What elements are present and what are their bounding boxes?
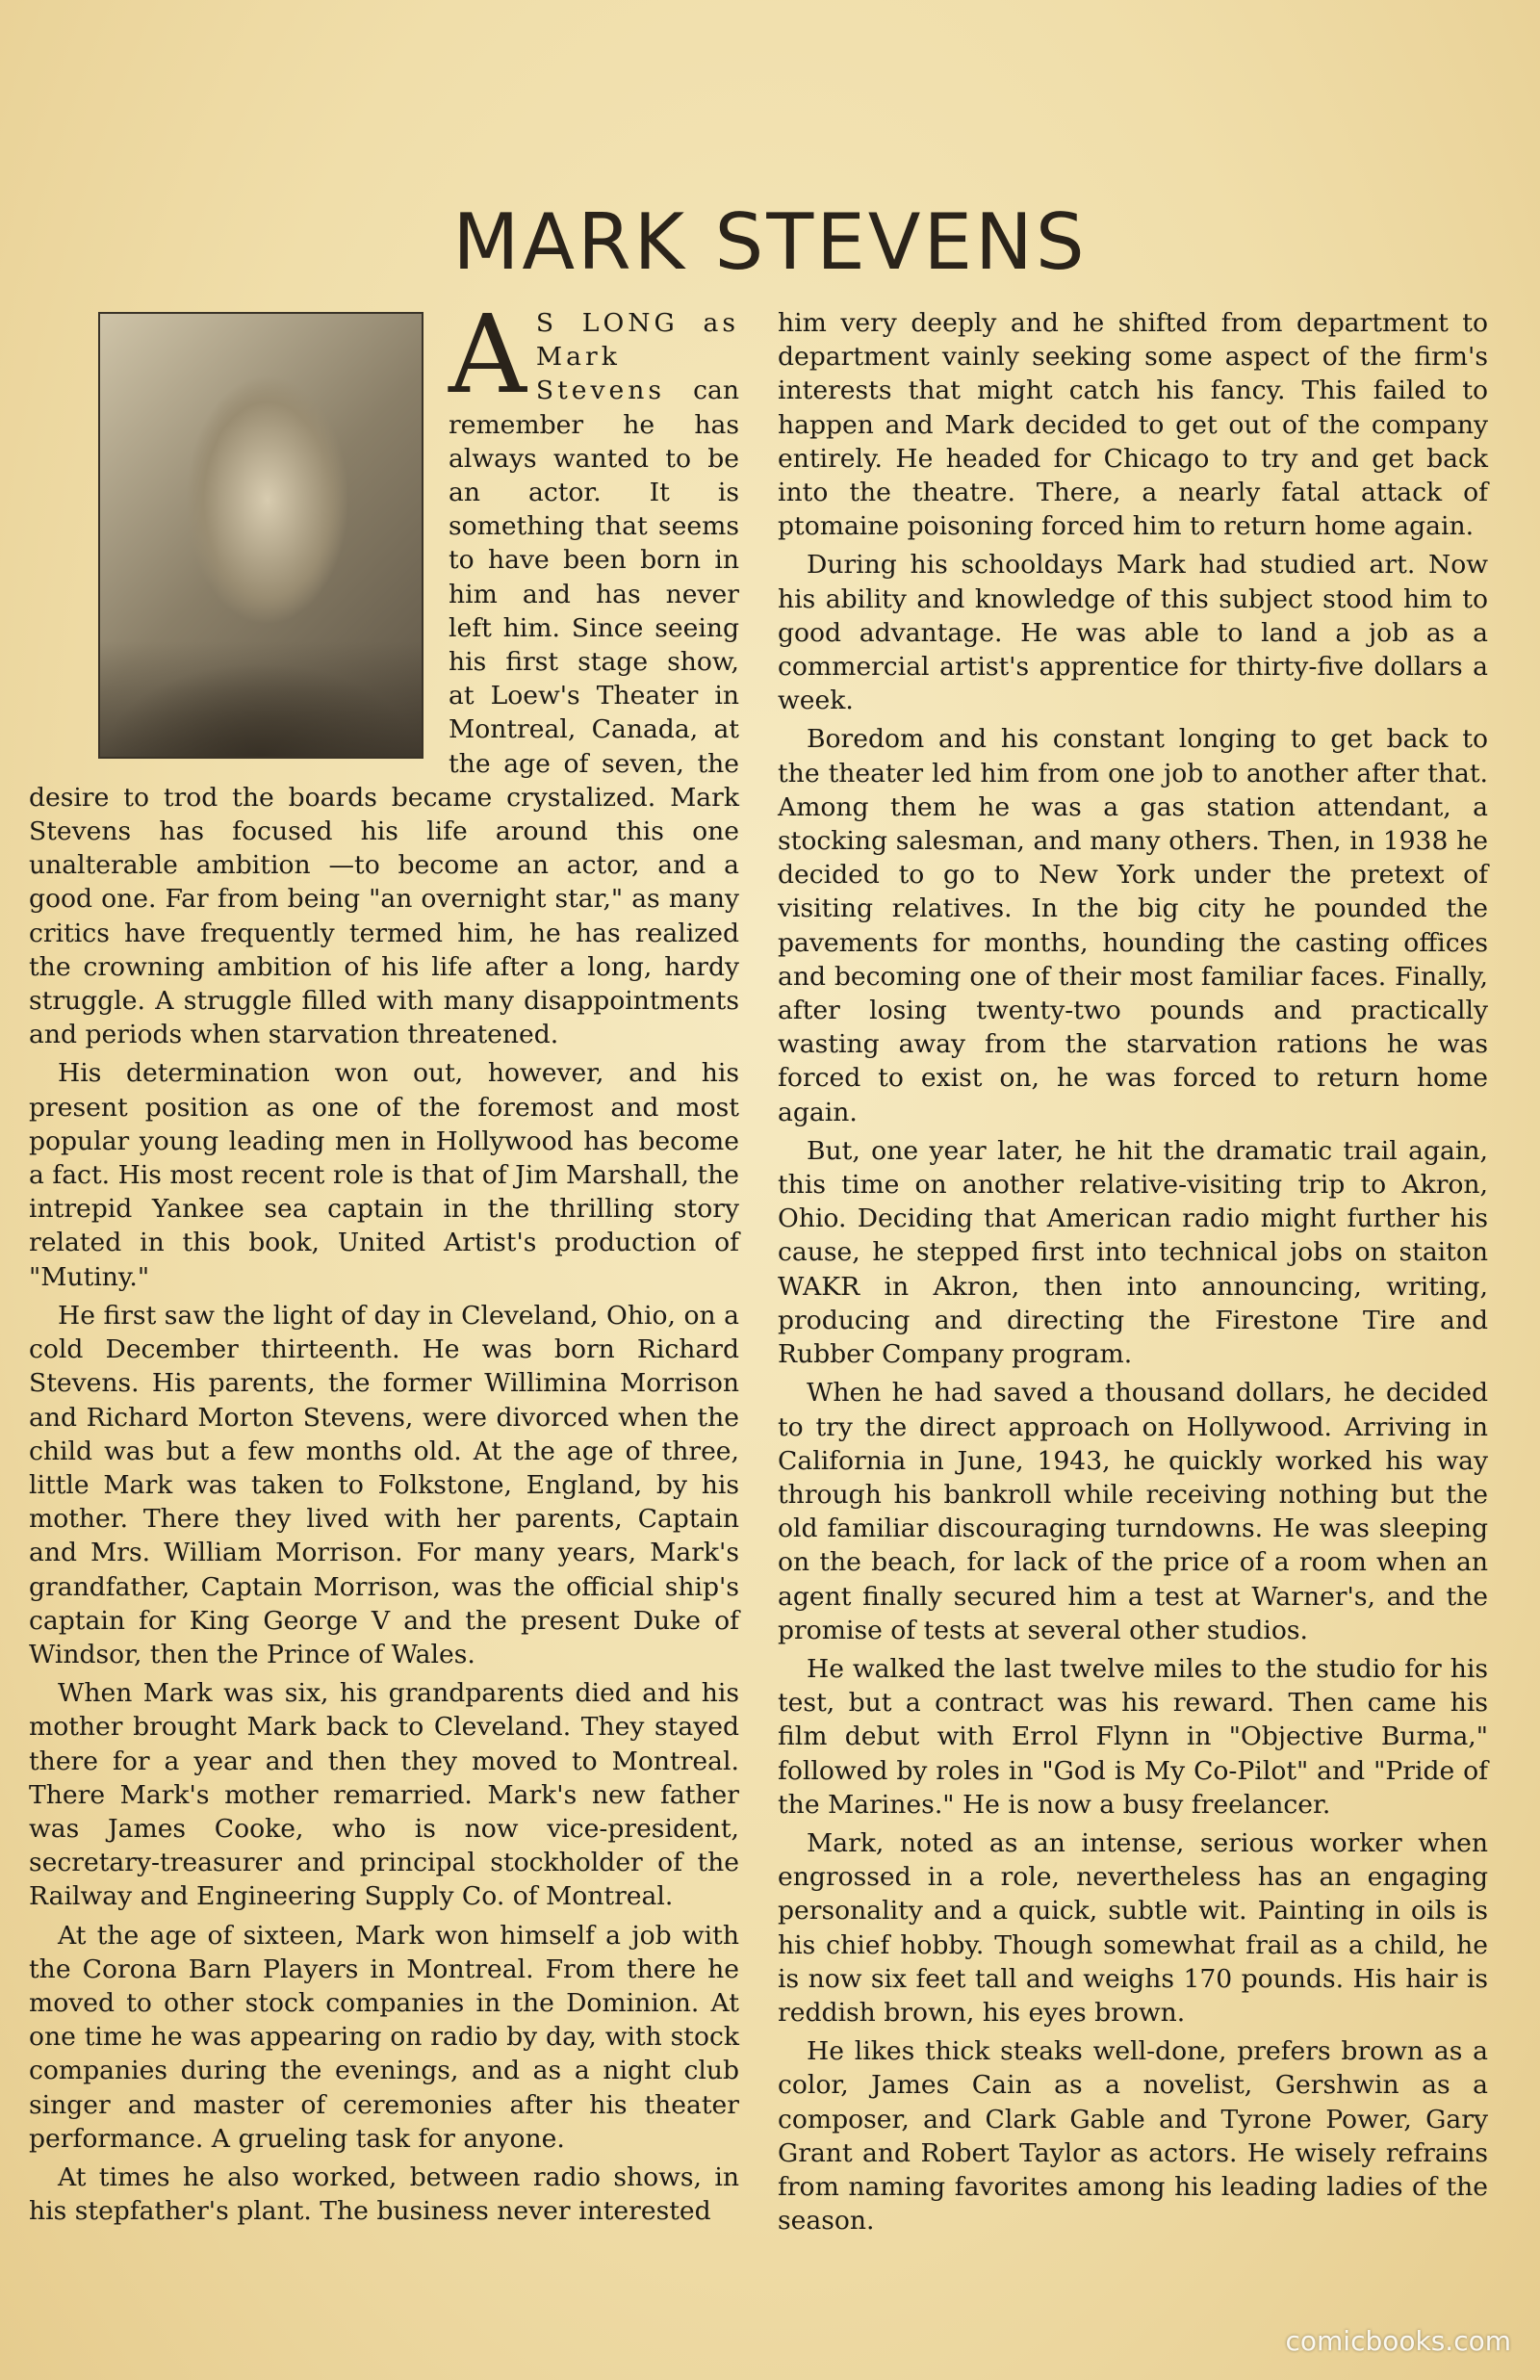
paragraph-text: His determination won out, however, and his present position as one of the foremost and most popular young leading men in Hollywood has become a fact. His most recent role is that of Jim Marshall, the intrepid Yankee sea captain in the thrilling story related in this book, United Artist's production of "Mutiny." [29, 1058, 739, 1292]
paragraph-text: When he had saved a thousand dollars, he decided to try the direct approach on Hollywood. Arriving in California in June, 1943, he quickly worked his way through his bankroll while receiving nothing but the old familiar discouraging turndowns. He was sleeping on the beach, for lack of the price of a room when an agent finally secured him a test at Warner's, and the promise of tests at several other studios. [778, 1378, 1488, 1645]
right-paragraph [778, 1376, 1488, 1647]
right-column [778, 306, 1488, 2242]
watermark-text: comicbooks.com [1285, 2325, 1511, 2357]
left-paragraph [29, 1056, 739, 1293]
photo-shading [100, 641, 422, 757]
paragraph-text: He first saw the light of day in Cleveland, Ohio, on a cold December thirteenth. He was born Richard Stevens. His parents, the former Willimina Morrison and Richard Morton Stevens, were divorced when the child was but a few months old. At the age of three, little Mark was taken to Folkstone, England, by his mother. There they lived with her parents, Captain and Mrs. William Morrison. For many years, Mark's grandfather, Captain Morrison, was the official ship's captain for King George V and the present Duke of Windsor, then the Prince of Wales. [29, 1300, 739, 1669]
left-paragraph [29, 1299, 739, 1671]
left-paragraph [29, 1676, 739, 1913]
article-title: MARK STEVENS [452, 197, 1088, 287]
paragraph-text: When Mark was six, his grandparents died and his mother brought Mark back to Cleveland. They stayed there for a year and then they moved to Montreal. There Mark's mother remarried. Mark's new father was James Cooke, who is now vice-president, secretary-treasurer and principal stockholder of the Railway and Engineering Supply Co. of Montreal. [29, 1678, 739, 1912]
paragraph-text: Mark, noted as an intense, serious worker when engrossed in a role, nevertheless has an engaging personality and a quick, subtle wit. Painting in oils is his chief hobby. Though somewhat frail as a child, he is now six feet tall and weighs 170 pounds. His hair is reddish brown, his eyes brown. [778, 1827, 1488, 2028]
paragraph-text: He walked the last twelve miles to the studio for his test, but a contract was his reward. Then came his film debut with Errol Flynn in "Objective Burma," followed by roles in "God is My Co-Pilot" and "Pride of the Marines." He is now a busy freelancer. [778, 1653, 1488, 1820]
left-paragraph [29, 1919, 739, 2156]
right-paragraph [778, 1652, 1488, 1822]
right-paragraph [778, 2034, 1488, 2238]
paragraph-text: Boredom and his constant longing to get back to the theater led him from one job to another after that. Among them he was a gas station attendant, a stocking salesman, and many others. Then, in 1938 he decided to go to New York under the pretext of visiting relatives. In the big city he pounded the pavements for months, hounding the casting offices and becoming one of their most familiar faces. Finally, after losing twenty-two pounds and practically wasting away from the starvation rations he was forced to exist on, he was forced to return home again. [778, 724, 1488, 1127]
paragraph-text: him very deeply and he shifted from department to department vainly seeking some aspect of the firm's interests that might catch his fancy. This failed to happen and Mark decided to get out of the company entirely. He headed for Chicago to try and get back into the theatre. There, a nearly fatal attack of ptomaine poisoning forced him to return home again. [778, 308, 1488, 542]
drop-cap: A [449, 293, 526, 418]
paragraph-text: During his schooldays Mark had studied art. Now his ability and knowledge of this subject stood him to good advantage. He was able to land a job as a commercial artist's apprentice for thirty-five dollars a week. [778, 550, 1488, 716]
right-paragraph [778, 1134, 1488, 1371]
paragraph-text: He likes thick steaks well-done, prefers brown as a color, James Cain as a novelist, Gershwin as a composer, and Clark Gable and Tyrone Power, Gary Grant and Robert Taylor as actors. He wisely refrains from naming favorites among his leading ladies of the season. [778, 2036, 1488, 2237]
lead-in-caps: S LONG as Mark Stevens [535, 308, 739, 406]
paragraph-text: But, one year later, he hit the dramatic trail again, this time on another relative-visiting trip to Akron, Ohio. Deciding that American radio might further his cause, he stepped first into technical jobs on staiton WAKR in Akron, then into announcing, writing, producing and directing the Firestone Tire and Rubber Company program. [778, 1135, 1488, 1370]
right-paragraph [778, 548, 1488, 717]
right-paragraph [778, 1826, 1488, 2030]
right-paragraph [778, 306, 1488, 543]
paragraph-text: can remember he has always wanted to be an actor. It is something that seems to have been born in him and has never left him. Since seeing his first stage show, at Loew's Theater in Montreal, Canada, at the age of seven, the desire to trod the boards became crystalized. Mark Stevens has focused his life around this one unalterable ambition —to become an actor, and a good one. Far from being "an overnight star," as many critics have frequently termed him, he has realized the crowning ambition of his life after a long, hardy struggle. A struggle filled with many disappointments and periods when starvation threatened. [29, 375, 739, 1050]
paragraph-text: At the age of sixteen, Mark won himself a job with the Corona Barn Players in Montreal. From there he moved to other stock companies in the Dominion. At one time he was appearing on radio by day, with stock companies during the evenings, and as a night club singer and master of ceremonies after his theater performance. A grueling task for anyone. [29, 1920, 739, 2154]
right-paragraphs [778, 306, 1488, 2238]
left-paragraph [29, 2160, 739, 2228]
portrait-photo [98, 312, 424, 759]
left-column [29, 293, 739, 2233]
right-paragraph [778, 722, 1488, 1128]
paragraph-text: At times he also worked, between radio shows, in his stepfather's plant. The business never interested [29, 2161, 739, 2227]
